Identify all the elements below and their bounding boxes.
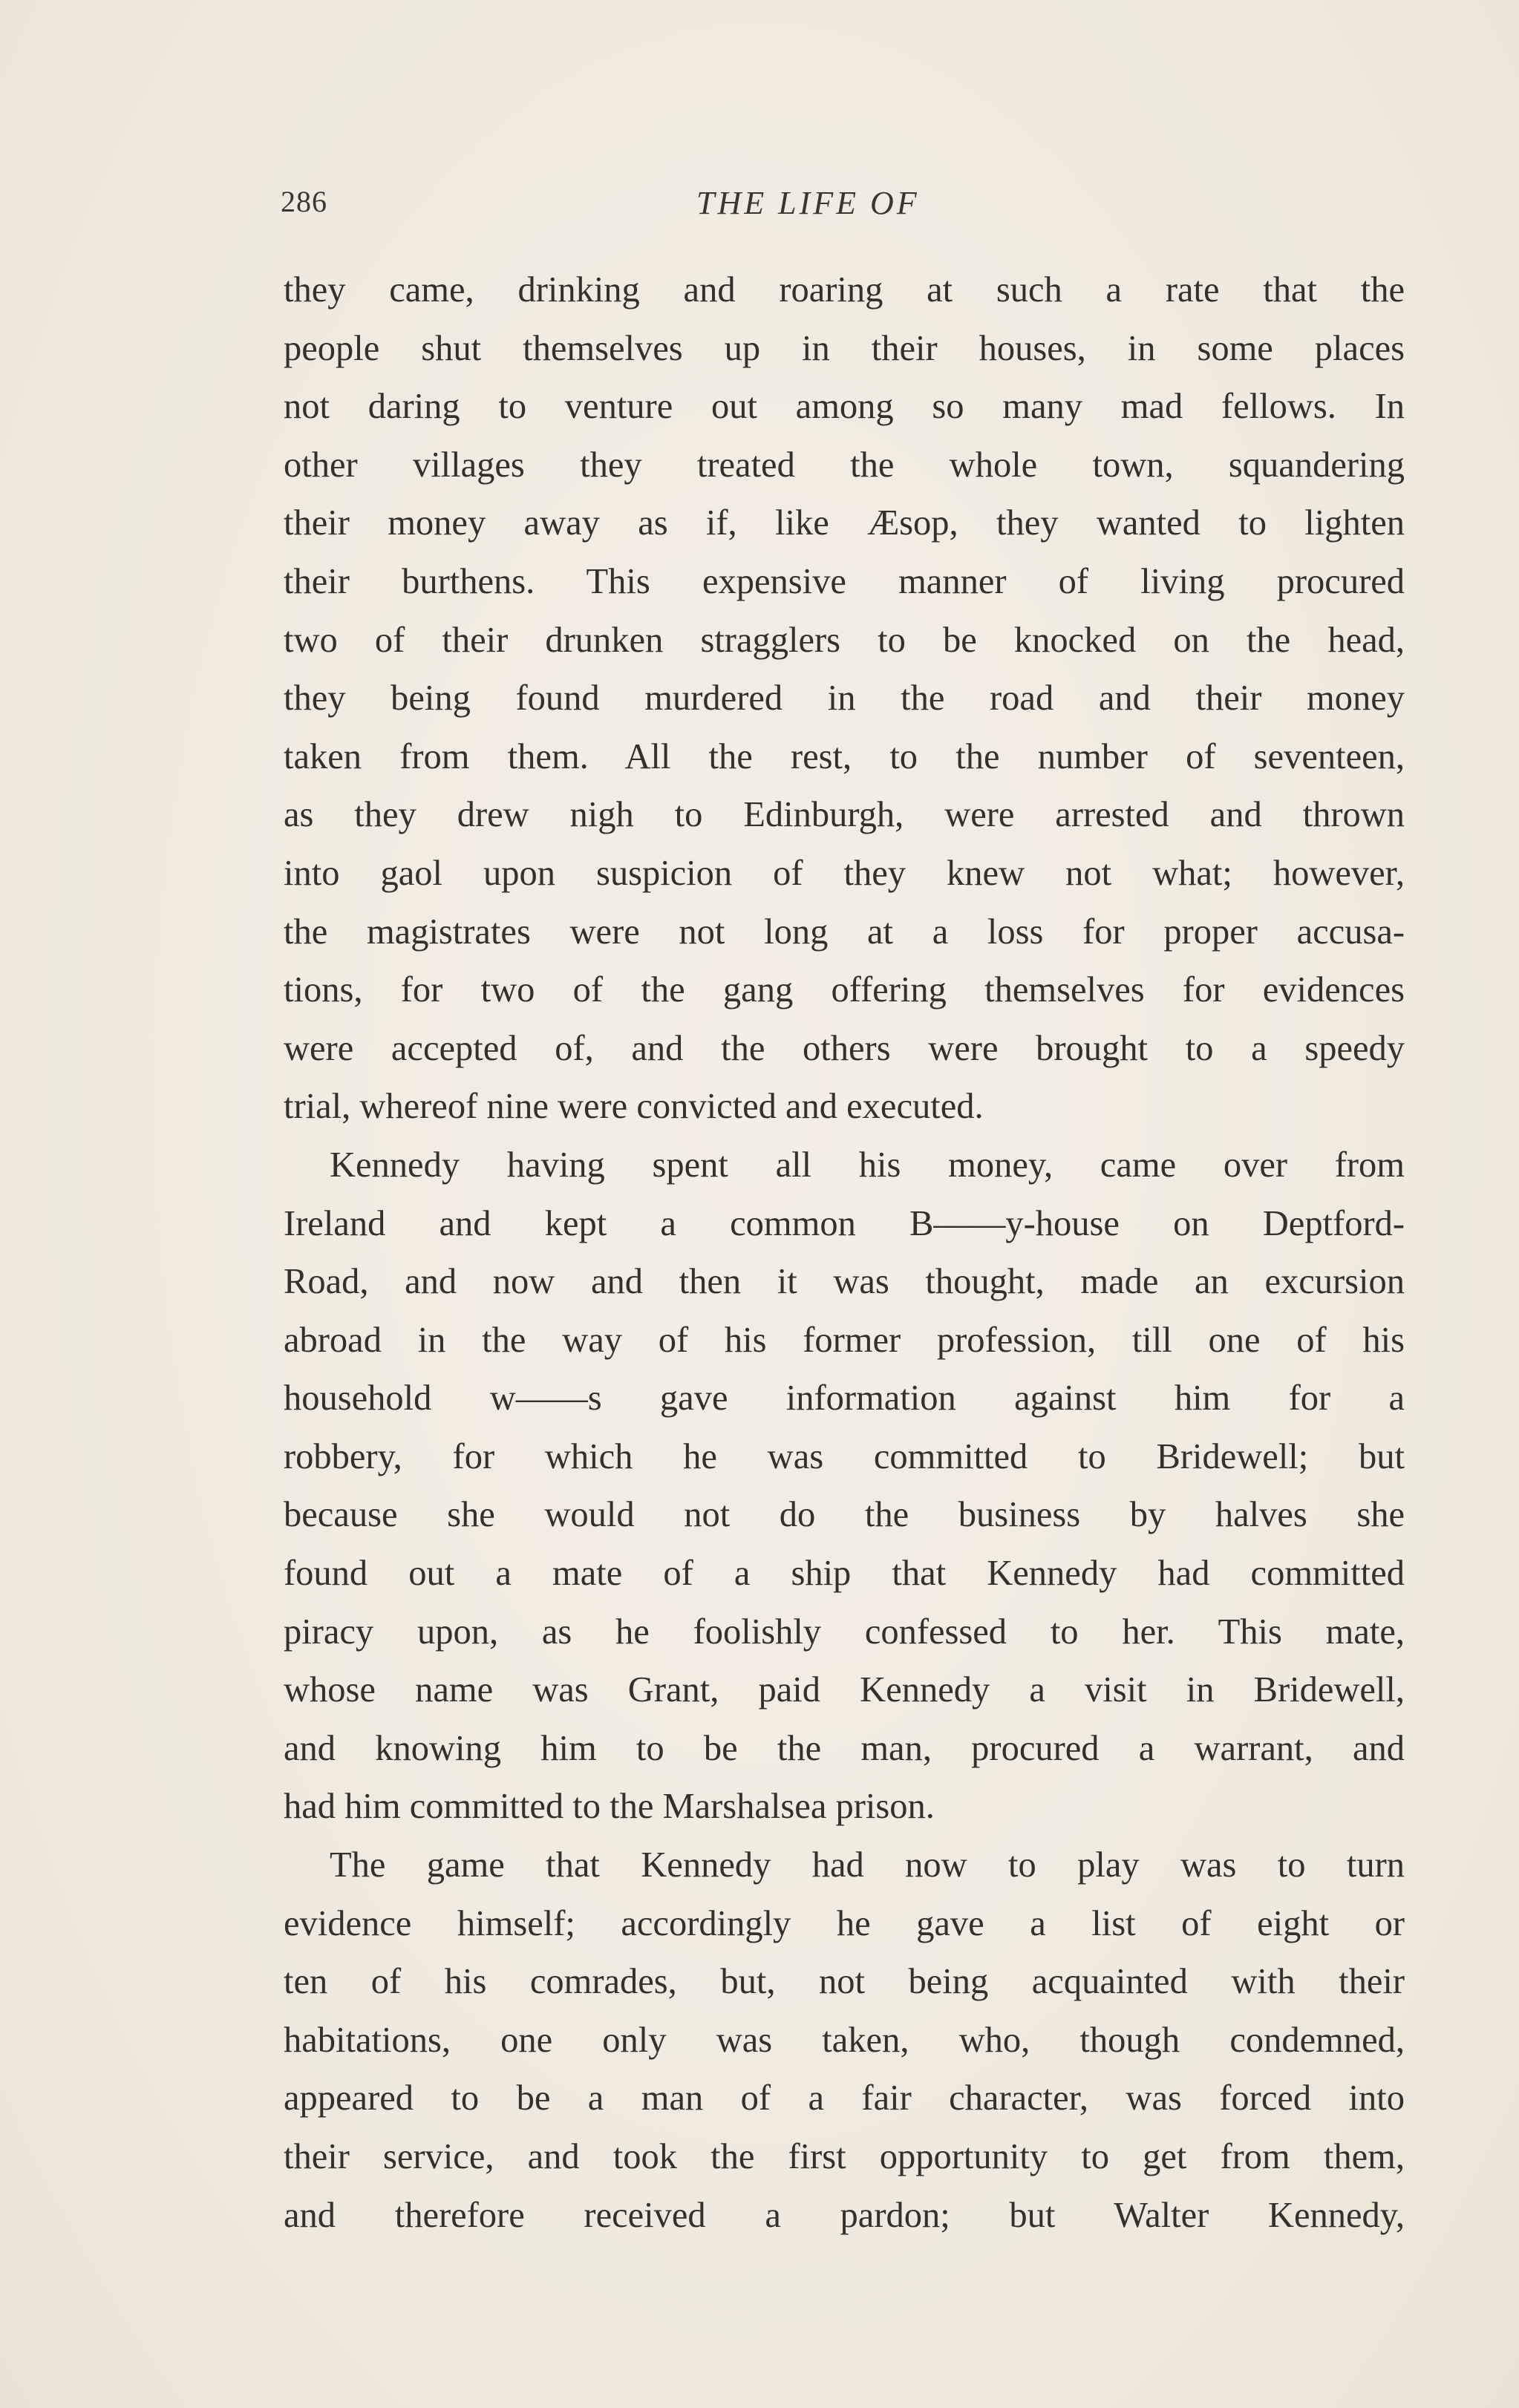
text-line: the magistrates were not long at a loss for proper accusa-: [284, 912, 1405, 952]
text-line: people shut themselves up in their houses, in some places: [284, 328, 1405, 368]
text-line: robbery, for which he was committed to Bridewell; but: [284, 1436, 1405, 1476]
text-line: found out a mate of a ship that Kennedy had committed: [284, 1554, 1405, 1594]
text-line: their burthens. This expensive manner of living procured: [284, 561, 1405, 601]
text-line: evidence himself; accordingly he gave a list of eight or: [284, 1903, 1405, 1943]
text-line: not daring to venture out among so many mad fellows. In: [284, 387, 1405, 427]
paragraph-start-line: The game that Kennedy had now to play was to turn: [330, 1845, 1405, 1885]
text-line: they came, drinking and roaring at such a rate that the: [284, 270, 1405, 310]
text-line: as they drew nigh to Edinburgh, were arrested and thrown: [284, 795, 1405, 835]
text-line: and therefore received a pardon; but Walter Kennedy,: [284, 2195, 1405, 2235]
text-line: ten of his comrades, but, not being acquainted with their: [284, 1962, 1405, 2002]
text-line: and knowing him to be the man, procured a warrant, and: [284, 1728, 1405, 1768]
text-line: piracy upon, as he foolishly confessed to her. This mate,: [284, 1612, 1405, 1652]
text-line: taken from them. All the rest, to the number of seventeen,: [284, 736, 1405, 776]
page-number: 286: [281, 185, 327, 218]
text-line: habitations, one only was taken, who, though condemned,: [284, 2020, 1405, 2060]
paragraph-start-line: Kennedy having spent all his money, came over from: [330, 1145, 1405, 1185]
text-line: were accepted of, and the others were brought to a speedy: [284, 1028, 1405, 1068]
body-text: [284, 261, 1405, 2245]
text-line: household w——s gave information against him for a: [284, 1378, 1405, 1419]
text-line: tions, for two of the gang offering themselves for evidences: [284, 970, 1405, 1010]
text-line: their service, and took the first opportunity to get from them,: [284, 2137, 1405, 2176]
text-line: Road, and now and then it was thought, made an excursion: [284, 1262, 1405, 1302]
paragraph-end-line: had him committed to the Marshalsea prison.: [284, 1787, 935, 1827]
text-line: they being found murdered in the road and their money: [284, 678, 1405, 719]
text-line: their money away as if, like Æsop, they wanted to lighten: [284, 503, 1405, 543]
text-line: into gaol upon suspicion of they knew not what; however,: [284, 853, 1405, 893]
text-line: whose name was Grant, paid Kennedy a visit in Bridewell,: [284, 1670, 1405, 1710]
text-line: abroad in the way of his former profession, till one of his: [284, 1320, 1405, 1360]
page-header: [281, 184, 1394, 229]
text-line: other villages they treated the whole town, squandering: [284, 445, 1405, 485]
text-line: because she would not do the business by halves she: [284, 1495, 1405, 1535]
running-title: THE LIFE OF: [696, 185, 920, 221]
text-line: appeared to be a man of a fair character, was forced into: [284, 2078, 1405, 2119]
text-line: Ireland and kept a common B——y-house on Deptford-: [284, 1203, 1405, 1243]
paragraph-end-line: trial, whereof nine were convicted and executed.: [284, 1087, 984, 1127]
text-line: two of their drunken stragglers to be knocked on the head,: [284, 620, 1405, 660]
